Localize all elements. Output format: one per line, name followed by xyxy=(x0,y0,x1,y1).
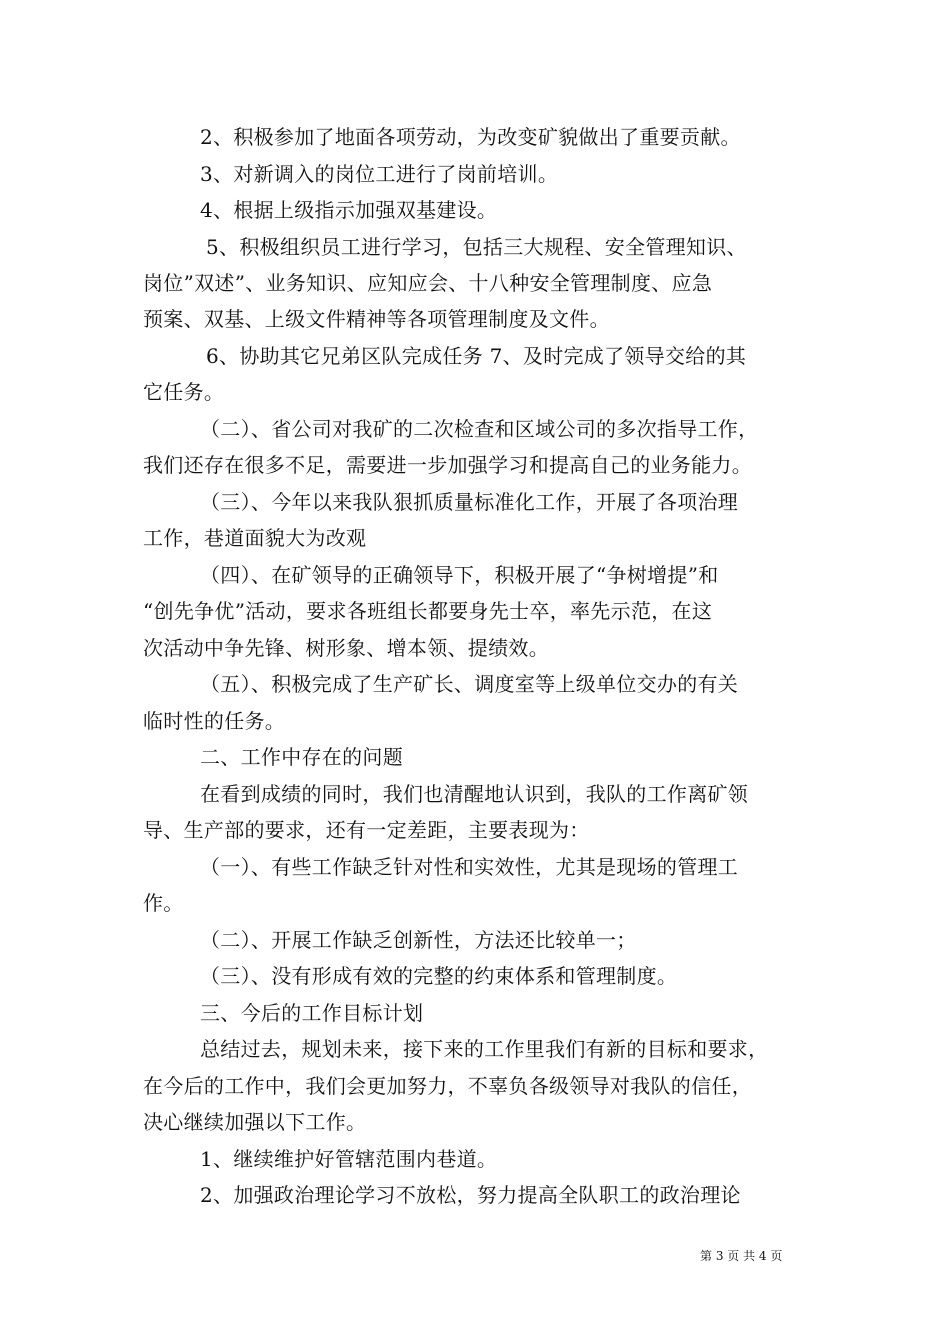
text-line: 预案、双基、上级文件精神等各项管理制度及文件。 xyxy=(143,307,610,331)
text-line: （三）、今年以来我队狠抓质量标准化工作，开展了各项治理 xyxy=(200,490,739,514)
text-line: 总结过去，规划未来，接下来的工作里我们有新的目标和要求， xyxy=(200,1037,769,1061)
text-line: （五）、积极完成了生产矿长、调度室等上级单位交办的有关 xyxy=(200,672,739,696)
text-line: （三）、没有形成有效的完整的约束体系和管理制度。 xyxy=(200,964,678,988)
page-number: 第 3 页 共 4 页 xyxy=(700,1249,783,1263)
text-line: （一）、有些工作缺乏针对性和实效性，尤其是现场的管理工 xyxy=(200,855,739,879)
text-line: 它任务。 xyxy=(143,380,225,404)
section-heading: 三、今后的工作目标计划 xyxy=(200,1001,424,1025)
text-line: 岗位”双述”、业务知识、应知应会、十八种安全管理制度、应急 xyxy=(143,271,713,295)
text-line: 临时性的任务。 xyxy=(143,709,286,733)
text-line: 2、积极参加了地面各项劳动，为改变矿貌做出了重要贡献。 xyxy=(200,125,741,149)
text-line: 1、继续维护好管辖范围内巷道。 xyxy=(200,1147,498,1171)
text-line: 次活动中争先锋、树形象、增本领、提绩效。 xyxy=(143,636,549,660)
text-line: （四）、在矿领导的正确领导下，积极开展了“争树增提”和 xyxy=(200,563,719,587)
section-heading: 二、工作中存在的问题 xyxy=(200,745,403,769)
text-line: （二）、省公司对我矿的二次检查和区域公司的多次指导工作， xyxy=(200,417,759,441)
text-line: 工作，巷道面貌大为改观 xyxy=(143,526,367,550)
text-line: 在今后的工作中，我们会更加努力，不辜负各级领导对我队的信任， xyxy=(143,1074,752,1098)
text-line: 5、积极组织员工进行学习，包括三大规程、安全管理知识、 xyxy=(206,235,747,259)
text-line: 在看到成绩的同时，我们也清醒地认识到，我队的工作离矿领 xyxy=(200,782,749,806)
text-line: “创先争优”活动，要求各班组长都要身先士卒，率先示范，在这 xyxy=(143,599,713,623)
text-line: 3、对新调入的岗位工进行了岗前培训。 xyxy=(200,162,559,186)
text-line: 决心继续加强以下工作。 xyxy=(143,1110,367,1134)
text-line: 导、生产部的要求，还有一定差距，主要表现为： xyxy=(143,818,590,842)
text-line: 作。 xyxy=(143,891,184,915)
text-line: 2、加强政治理论学习不放松，努力提高全队职工的政治理论 xyxy=(200,1183,741,1207)
text-line: 6、协助其它兄弟区队完成任务 7、及时完成了领导交给的其 xyxy=(206,344,747,368)
text-line: 我们还存在很多不足，需要进一步加强学习和提高自己的业务能力。 xyxy=(143,453,752,477)
text-line: 4、根据上级指示加强双基建设。 xyxy=(200,198,498,222)
text-line: （二）、开展工作缺乏创新性，方法还比较单一； xyxy=(200,928,637,952)
